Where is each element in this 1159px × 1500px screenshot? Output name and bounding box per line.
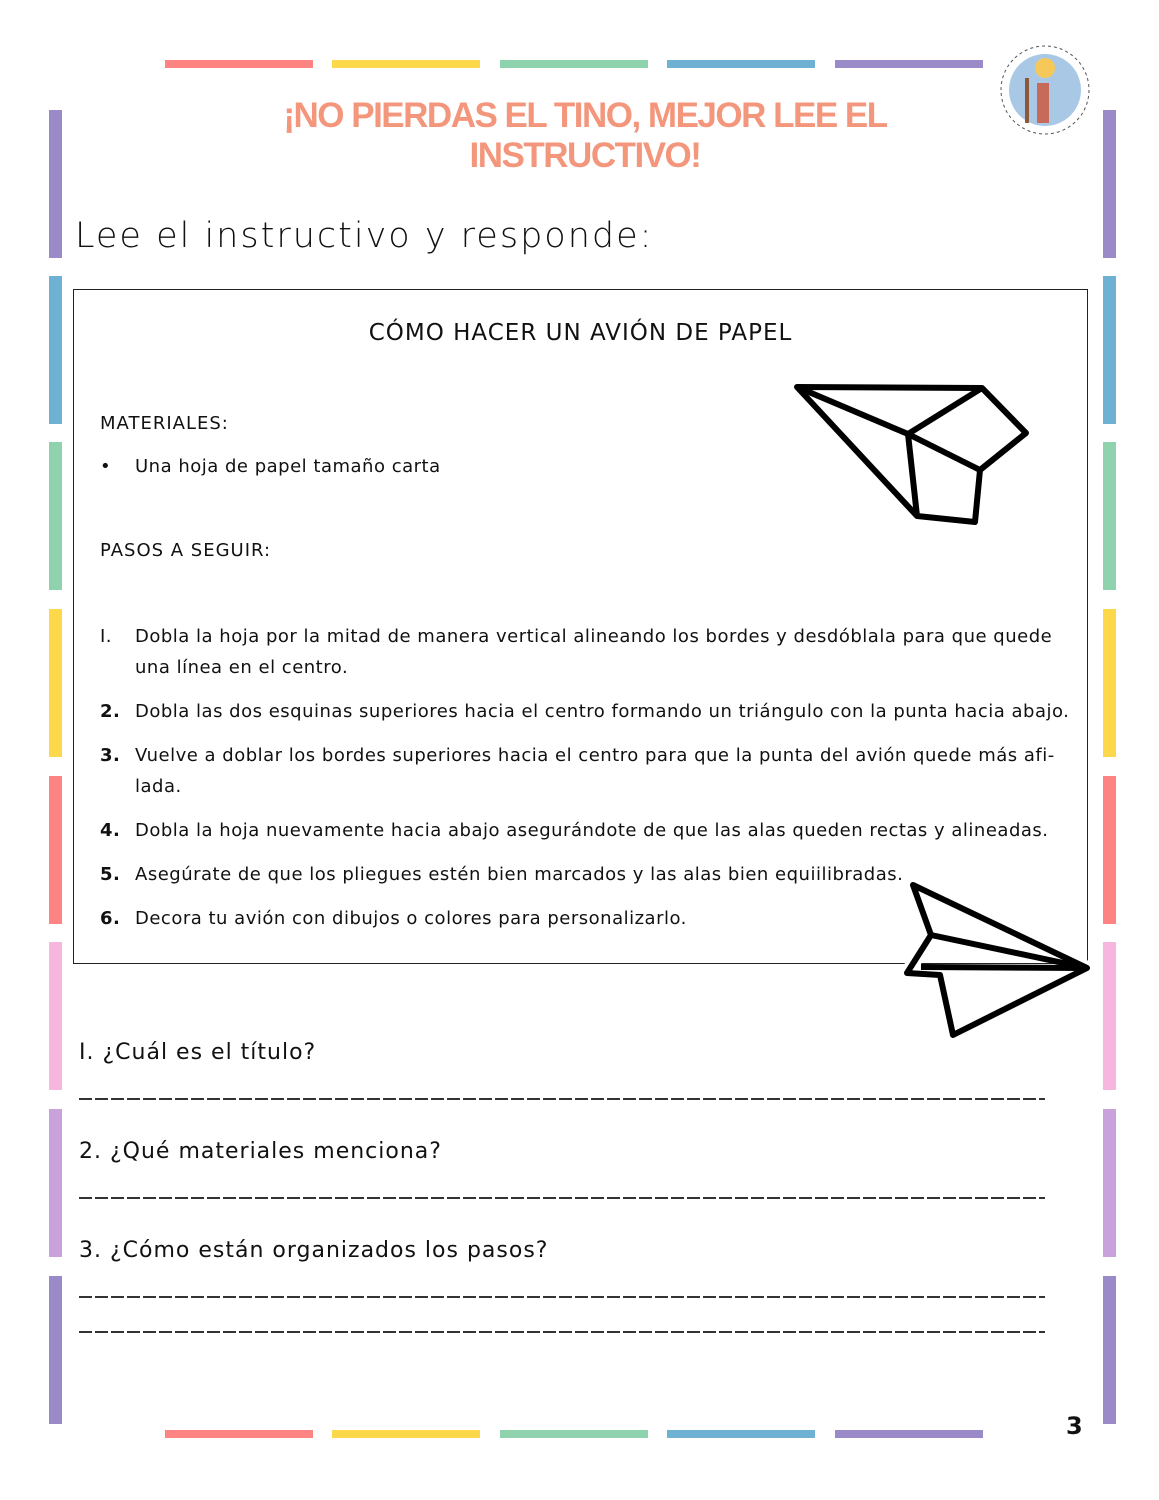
color-stripe	[49, 1109, 62, 1257]
step-number: 3.	[100, 745, 121, 766]
material-text: Una hoja de papel tamaño carta	[135, 456, 441, 477]
step-number: I.	[100, 626, 113, 647]
color-stripe	[1103, 276, 1116, 424]
step-item	[100, 815, 1070, 846]
step-number: 2.	[100, 701, 121, 722]
color-stripe	[667, 1430, 815, 1438]
color-stripe	[49, 609, 62, 757]
color-stripe	[1103, 442, 1116, 590]
step-text: Decora tu avión con dibujos o colores para personalizarlo.	[135, 908, 687, 929]
color-stripe	[1103, 110, 1116, 258]
color-stripe	[49, 276, 62, 424]
step-number: 4.	[100, 820, 121, 841]
materials-label: MATERIALES:	[100, 413, 229, 434]
color-stripe	[49, 776, 62, 924]
step-number: 5.	[100, 864, 121, 885]
color-stripe	[1103, 942, 1116, 1090]
page-number: 3	[1066, 1412, 1083, 1440]
step-item	[100, 696, 1070, 727]
color-stripe	[332, 60, 480, 68]
answer-line-3a[interactable]	[79, 1296, 1045, 1298]
color-stripe	[49, 110, 62, 258]
color-stripe	[49, 942, 62, 1090]
color-stripe	[835, 1430, 983, 1438]
color-stripe	[500, 60, 648, 68]
steps-label: PASOS A SEGUIR:	[100, 540, 272, 561]
color-stripe	[1103, 609, 1116, 757]
paper-plane-flying-illustration	[895, 875, 1095, 1045]
instructive-title: CÓMO HACER UN AVIÓN DE PAPEL	[368, 320, 793, 346]
color-stripe	[165, 1430, 313, 1438]
escalones-escolares-logo	[997, 38, 1093, 138]
step-text: Dobla las dos esquinas superiores hacia el centro formando un triángulo con la punta hacia abajo.	[135, 701, 1070, 722]
color-stripe	[49, 1276, 62, 1424]
question-1: I. ¿Cuál es el título?	[79, 1040, 317, 1065]
color-stripe	[165, 60, 313, 68]
color-stripe	[332, 1430, 480, 1438]
color-stripe	[49, 442, 62, 590]
question-3: 3. ¿Cómo están organizados los pasos?	[79, 1238, 549, 1263]
color-stripe	[1103, 1276, 1116, 1424]
answer-line-1[interactable]	[79, 1098, 1045, 1100]
step-text: Dobla la hoja por la mitad de manera vertical alineando los bordes y desdóblala para que quede una línea en el centro.	[135, 626, 1053, 678]
step-item	[100, 621, 1070, 683]
step-text: Vuelve a doblar los bordes superiores hacia el centro para que la punta del avión quede más afi-lada.	[135, 745, 1055, 797]
color-stripe	[667, 60, 815, 68]
color-stripe	[500, 1430, 648, 1438]
step-text: Dobla la hoja nuevamente hacia abajo asegurándote de que las alas queden rectas y alineadas.	[135, 820, 1049, 841]
step-item	[100, 740, 1070, 802]
color-stripe	[1103, 1109, 1116, 1257]
answer-line-2[interactable]	[79, 1197, 1045, 1199]
page-header-title: ¡NO PIERDAS EL TINO, MEJOR LEE EL INSTRUCTIVO!	[283, 96, 887, 175]
question-2: 2. ¿Qué materiales menciona?	[79, 1139, 442, 1164]
material-item: • Una hoja de papel tamaño carta	[100, 451, 1070, 482]
step-text: Asegúrate de que los pliegues estén bien marcados y las alas bien equiilibradas.	[135, 864, 904, 885]
answer-line-3b[interactable]	[79, 1331, 1045, 1333]
color-stripe	[835, 60, 983, 68]
color-stripe	[1103, 776, 1116, 924]
paper-plane-illustration	[780, 375, 1040, 535]
instruction-heading: Lee el instructivo y responde:	[75, 216, 654, 256]
step-number: 6.	[100, 908, 121, 929]
